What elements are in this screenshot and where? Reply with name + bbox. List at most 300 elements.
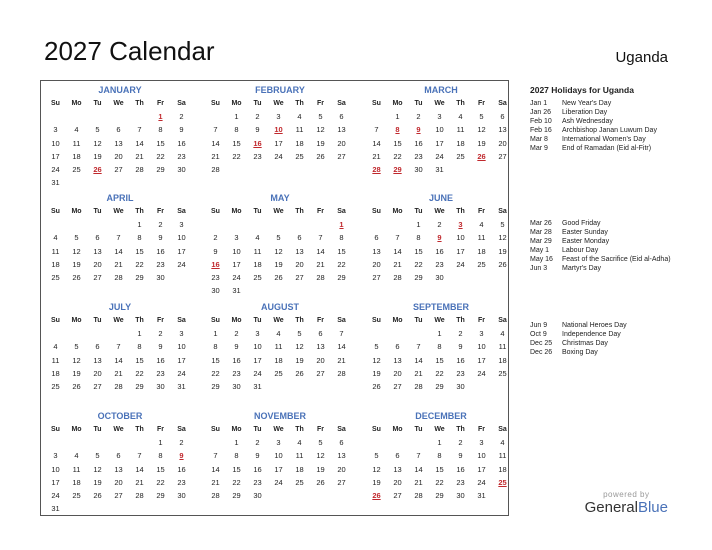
brand-name: [585, 499, 668, 516]
holiday-date-label: Mar 28: [530, 229, 552, 236]
calendar-date: 20: [337, 464, 346, 474]
week-row: [205, 137, 355, 150]
holiday-date-label: Dec 25: [530, 340, 553, 347]
calendar-date: 2: [179, 438, 184, 448]
week-row: [45, 245, 195, 258]
weekday-label: We: [434, 426, 445, 433]
calendar-date: 14: [414, 355, 423, 365]
calendar-date: 20: [393, 477, 402, 487]
empty-cell: [108, 436, 129, 449]
calendar-date: 23: [211, 272, 220, 282]
week-row: [366, 245, 516, 258]
week-row: [366, 110, 516, 123]
holiday-name: Independence Day: [562, 331, 621, 338]
calendar-date: 18: [274, 355, 283, 365]
calendar-date: 5: [95, 451, 100, 461]
calendar-date: 18: [498, 355, 507, 365]
month-name: NOVEMBER: [253, 411, 306, 421]
month-november: [205, 409, 355, 502]
calendar-date: 5: [276, 233, 281, 243]
weekday-label: Tu: [93, 208, 102, 215]
brand-logo: [585, 490, 668, 516]
weekday-label: Su: [372, 426, 381, 433]
holiday-date: 3: [458, 220, 463, 230]
week-row: [45, 327, 195, 340]
calendar-date: 21: [414, 477, 423, 487]
holiday-date: 9: [416, 125, 421, 135]
weekday-header: [45, 423, 195, 436]
calendar-date: 6: [116, 451, 121, 461]
calendar-date: 16: [253, 464, 262, 474]
weekday-label: Tu: [253, 100, 262, 107]
month-september: [366, 300, 516, 393]
calendar-date: 16: [156, 246, 165, 256]
holiday-name: Martyr's Day: [562, 265, 602, 272]
calendar-date: 28: [114, 381, 123, 391]
calendar-date: 27: [498, 151, 507, 161]
calendar-date: 23: [232, 368, 241, 378]
calendar-date: 2: [458, 329, 463, 339]
calendar-date: 24: [177, 368, 186, 378]
month-name: JULY: [108, 302, 132, 312]
calendar-date: 4: [297, 438, 302, 448]
holiday-date-label: Jan 26: [530, 109, 552, 116]
week-row: [45, 340, 195, 353]
weekday-label: Fr: [478, 100, 485, 107]
calendar-date: 11: [498, 451, 507, 461]
weekday-label: We: [434, 208, 445, 215]
weekday-label: Sa: [177, 208, 186, 215]
weekday-label: Fr: [317, 208, 324, 215]
calendar-date: 30: [156, 272, 165, 282]
weekday-label: Th: [456, 100, 465, 107]
calendar-date: 24: [274, 151, 283, 161]
calendar-date: 7: [137, 451, 142, 461]
holiday-date: 26: [372, 490, 381, 500]
weekday-label: Fr: [478, 208, 485, 215]
weekday-label: Su: [372, 317, 381, 324]
empty-cell: [66, 218, 87, 231]
calendar-date: 20: [393, 368, 402, 378]
calendar-date: 14: [337, 342, 346, 352]
calendar-date: 20: [316, 355, 325, 365]
calendar-date: 14: [316, 246, 325, 256]
calendar-date: 3: [53, 451, 58, 461]
calendar-date: 5: [374, 451, 379, 461]
weekday-label: Mo: [231, 426, 242, 433]
month-name: SEPTEMBER: [412, 302, 469, 312]
week-row: [45, 367, 195, 380]
week-row: [45, 218, 195, 231]
holiday-item: [530, 117, 690, 126]
calendar-date: 3: [179, 220, 184, 230]
calendar-date: 15: [435, 355, 444, 365]
calendar-date: 10: [456, 233, 465, 243]
calendar-date: 4: [53, 342, 58, 352]
calendar-date: 2: [255, 112, 260, 122]
calendar-date: 11: [274, 342, 283, 352]
week-row: [366, 258, 516, 271]
calendar-date: 3: [276, 112, 281, 122]
calendar-date: 10: [232, 246, 241, 256]
empty-cell: [45, 218, 66, 231]
calendar-date: 18: [295, 138, 304, 148]
calendar-date: 13: [316, 342, 325, 352]
calendar-date: 6: [318, 329, 323, 339]
calendar-date: 4: [276, 329, 281, 339]
calendar-date: 8: [437, 342, 442, 352]
holiday-date: 29: [393, 164, 402, 174]
calendar-date: 2: [255, 438, 260, 448]
week-row: [205, 340, 355, 353]
calendar-date: 17: [177, 355, 186, 365]
calendar-date: 2: [213, 233, 218, 243]
calendar-date: 28: [316, 272, 325, 282]
calendar-date: 12: [372, 464, 381, 474]
holiday-name: New Year's Day: [562, 100, 612, 107]
calendar-date: 21: [114, 259, 123, 269]
holiday-date-label: Jan 1: [530, 100, 548, 107]
calendar-date: 2: [416, 112, 421, 122]
calendar-date: 21: [135, 477, 144, 487]
calendar-date: 10: [51, 138, 60, 148]
calendar-date: 14: [135, 464, 144, 474]
calendar-date: 19: [372, 477, 381, 487]
weekday-header: [366, 423, 516, 436]
empty-cell: [129, 110, 150, 123]
holiday-date: 1: [339, 220, 344, 230]
calendar-date: 30: [435, 272, 444, 282]
calendar-date: 19: [72, 368, 81, 378]
calendar-date: 26: [295, 368, 304, 378]
empty-cell: [205, 110, 226, 123]
weekday-label: Fr: [317, 100, 324, 107]
calendar-date: 25: [253, 272, 262, 282]
calendar-date: 9: [179, 125, 184, 135]
weekday-label: Mo: [71, 100, 82, 107]
calendar-date: 19: [295, 355, 304, 365]
calendar-date: 11: [477, 233, 486, 243]
calendar-date: 23: [156, 368, 165, 378]
calendar-date: 22: [414, 259, 423, 269]
week-row: [45, 137, 195, 150]
weekday-label: Su: [211, 426, 220, 433]
week-row: [366, 354, 516, 367]
calendar-date: 25: [295, 477, 304, 487]
calendar-date: 16: [435, 246, 444, 256]
calendar-date: 13: [114, 464, 123, 474]
calendar-date: 29: [435, 490, 444, 500]
holiday-group: [530, 99, 690, 153]
calendar-date: 8: [234, 451, 239, 461]
calendar-date: 25: [274, 368, 283, 378]
empty-cell: [87, 327, 108, 340]
calendar-date: 6: [95, 233, 100, 243]
calendar-date: 18: [72, 477, 81, 487]
calendar-date: 29: [135, 381, 144, 391]
calendar-date: 30: [456, 381, 465, 391]
holiday-item: [530, 255, 690, 264]
calendar-date: 1: [137, 329, 142, 339]
week-row: [205, 284, 355, 297]
calendar-date: 17: [274, 464, 283, 474]
calendar-date: 8: [437, 451, 442, 461]
page-title: 2027 Calendar: [44, 36, 215, 66]
weekday-label: Sa: [177, 317, 186, 324]
calendar-date: 17: [477, 464, 486, 474]
week-row: [45, 271, 195, 284]
calendar-date: 14: [114, 246, 123, 256]
calendar-date: 31: [177, 381, 186, 391]
calendar-date: 7: [137, 125, 142, 135]
calendar-date: 2: [158, 329, 163, 339]
calendar-date: 12: [372, 355, 381, 365]
calendar-date: 23: [456, 477, 465, 487]
holiday-name: Easter Sunday: [562, 229, 608, 236]
weekday-label: Th: [295, 100, 304, 107]
calendar-date: 20: [114, 151, 123, 161]
weekday-header: [366, 97, 516, 110]
empty-cell: [129, 436, 150, 449]
empty-cell: [408, 436, 429, 449]
holiday-item: [530, 264, 690, 273]
month-name: JANUARY: [98, 85, 142, 95]
calendar-date: 4: [74, 125, 79, 135]
calendar-date: 23: [177, 151, 186, 161]
calendar-date: 9: [158, 233, 163, 243]
holiday-name: National Heroes Day: [562, 322, 627, 329]
calendar-date: 1: [137, 220, 142, 230]
calendar-date: 5: [95, 125, 100, 135]
week-row: [366, 367, 516, 380]
holiday-name: Liberation Day: [562, 109, 608, 116]
holiday-item: [530, 321, 690, 330]
calendar-date: 3: [479, 438, 484, 448]
weekday-label: Tu: [93, 426, 102, 433]
calendar-date: 4: [479, 220, 484, 230]
brand-name-general: General: [584, 499, 638, 516]
calendar-date: 22: [232, 477, 241, 487]
calendar-date: 22: [435, 477, 444, 487]
month-march: [366, 83, 516, 176]
holiday-date: 28: [372, 164, 381, 174]
weekday-label: Sa: [498, 317, 507, 324]
weekday-label: Su: [211, 208, 220, 215]
weekday-label: Mo: [392, 208, 403, 215]
empty-cell: [247, 218, 268, 231]
calendar-date: 6: [395, 342, 400, 352]
weekday-label: Su: [211, 317, 220, 324]
week-row: [205, 489, 355, 502]
calendar-date: 27: [93, 272, 102, 282]
week-row: [205, 476, 355, 489]
weekday-header: [205, 314, 355, 327]
week-row: [366, 380, 516, 393]
holiday-date-label: Dec 26: [530, 349, 553, 356]
calendar-date: 14: [414, 464, 423, 474]
month-name: DECEMBER: [415, 411, 467, 421]
weekday-label: Mo: [392, 100, 403, 107]
calendar-grid: [40, 80, 509, 516]
calendar-date: 31: [51, 504, 60, 514]
calendar-date: 2: [437, 220, 442, 230]
calendar-date: 7: [116, 233, 121, 243]
month-july: [45, 300, 195, 393]
calendar-date: 25: [51, 272, 60, 282]
weekday-label: We: [273, 426, 284, 433]
calendar-date: 22: [156, 151, 165, 161]
calendar-date: 18: [253, 259, 262, 269]
month-june: [366, 191, 516, 284]
holiday-name: Labour Day: [562, 247, 599, 254]
empty-cell: [366, 110, 387, 123]
calendar-date: 4: [500, 329, 505, 339]
calendar-date: 13: [498, 125, 507, 135]
calendar-date: 31: [435, 164, 444, 174]
empty-cell: [366, 436, 387, 449]
week-row: [366, 489, 516, 502]
weekday-label: Mo: [231, 100, 242, 107]
calendar-date: 17: [177, 246, 186, 256]
calendar-date: 15: [211, 355, 220, 365]
weekday-label: Su: [51, 317, 60, 324]
calendar-date: 28: [135, 490, 144, 500]
calendar-date: 4: [458, 112, 463, 122]
weekday-label: Tu: [414, 426, 423, 433]
calendar-date: 19: [274, 259, 283, 269]
empty-cell: [87, 110, 108, 123]
empty-cell: [108, 218, 129, 231]
empty-cell: [387, 218, 408, 231]
calendar-date: 2: [158, 220, 163, 230]
calendar-date: 15: [232, 138, 241, 148]
calendar-date: 6: [95, 342, 100, 352]
empty-cell: [108, 110, 129, 123]
calendar-date: 23: [435, 259, 444, 269]
calendar-date: 11: [72, 464, 81, 474]
calendar-date: 20: [498, 138, 507, 148]
calendar-date: 28: [135, 164, 144, 174]
weekday-label: Tu: [414, 317, 423, 324]
calendar-date: 28: [414, 381, 423, 391]
calendar-date: 1: [213, 329, 218, 339]
empty-cell: [205, 436, 226, 449]
week-row: [205, 218, 355, 231]
holidays-title: 2027 Holidays for Uganda: [530, 85, 634, 95]
country-label: Uganda: [615, 49, 668, 66]
weekday-label: We: [113, 426, 124, 433]
weekday-label: Tu: [253, 317, 262, 324]
week-row: [205, 150, 355, 163]
month-name: OCTOBER: [97, 411, 143, 421]
holiday-item: [530, 219, 690, 228]
calendar-date: 29: [156, 164, 165, 174]
empty-cell: [268, 218, 289, 231]
holiday-name: Christmas Day: [562, 340, 608, 347]
week-row: [45, 176, 195, 189]
calendar-date: 1: [234, 112, 239, 122]
calendar-date: 10: [477, 342, 486, 352]
weekday-label: Mo: [392, 317, 403, 324]
calendar-date: 23: [456, 368, 465, 378]
weekday-label: We: [273, 100, 284, 107]
holiday-date-label: Feb 10: [530, 118, 552, 125]
week-row: [205, 354, 355, 367]
holiday-name: Boxing Day: [562, 349, 598, 356]
calendar-date: 10: [177, 233, 186, 243]
week-row: [45, 489, 195, 502]
calendar-date: 1: [395, 112, 400, 122]
calendar-date: 3: [255, 329, 260, 339]
week-row: [205, 271, 355, 284]
calendar-date: 21: [211, 151, 220, 161]
week-row: [45, 436, 195, 449]
calendar-date: 4: [53, 233, 58, 243]
calendar-date: 9: [458, 342, 463, 352]
calendar-date: 22: [135, 259, 144, 269]
week-row: [366, 271, 516, 284]
calendar-date: 8: [339, 233, 344, 243]
calendar-date: 30: [156, 381, 165, 391]
empty-cell: [408, 327, 429, 340]
calendar-date: 17: [456, 246, 465, 256]
weekday-label: Mo: [392, 426, 403, 433]
calendar-date: 23: [253, 477, 262, 487]
week-row: [366, 476, 516, 489]
holiday-group: [530, 321, 690, 357]
calendar-date: 19: [93, 477, 102, 487]
week-row: [205, 449, 355, 462]
calendar-date: 20: [114, 477, 123, 487]
holiday-item: [530, 108, 690, 117]
weekday-label: Mo: [231, 317, 242, 324]
calendar-date: 8: [137, 342, 142, 352]
calendar-date: 12: [72, 355, 81, 365]
calendar-date: 22: [232, 151, 241, 161]
calendar-date: 29: [232, 490, 241, 500]
week-row: [366, 123, 516, 136]
calendar-date: 20: [372, 259, 381, 269]
weekday-label: Tu: [414, 208, 423, 215]
week-row: [45, 463, 195, 476]
calendar-date: 13: [295, 246, 304, 256]
weekday-label: Su: [372, 208, 381, 215]
week-row: [45, 354, 195, 367]
calendar-date: 13: [337, 125, 346, 135]
weekday-label: Mo: [71, 317, 82, 324]
calendar-date: 14: [135, 138, 144, 148]
weekday-label: Th: [135, 317, 144, 324]
calendar-date: 6: [500, 112, 505, 122]
calendar-date: 22: [156, 477, 165, 487]
calendar-date: 23: [177, 477, 186, 487]
holiday-name: Archbishop Janan Luwum Day: [562, 127, 657, 134]
calendar-date: 26: [498, 259, 507, 269]
calendar-date: 14: [372, 138, 381, 148]
calendar-date: 24: [253, 368, 262, 378]
calendar-date: 5: [318, 438, 323, 448]
calendar-date: 16: [456, 355, 465, 365]
empty-cell: [387, 436, 408, 449]
calendar-date: 18: [295, 464, 304, 474]
holiday-name: International Women's Day: [562, 136, 646, 143]
calendar-date: 24: [232, 272, 241, 282]
calendar-date: 1: [437, 438, 442, 448]
weekday-label: Sa: [498, 100, 507, 107]
weekday-label: We: [434, 317, 445, 324]
holiday-group: [530, 219, 690, 273]
holiday-item: [530, 339, 690, 348]
